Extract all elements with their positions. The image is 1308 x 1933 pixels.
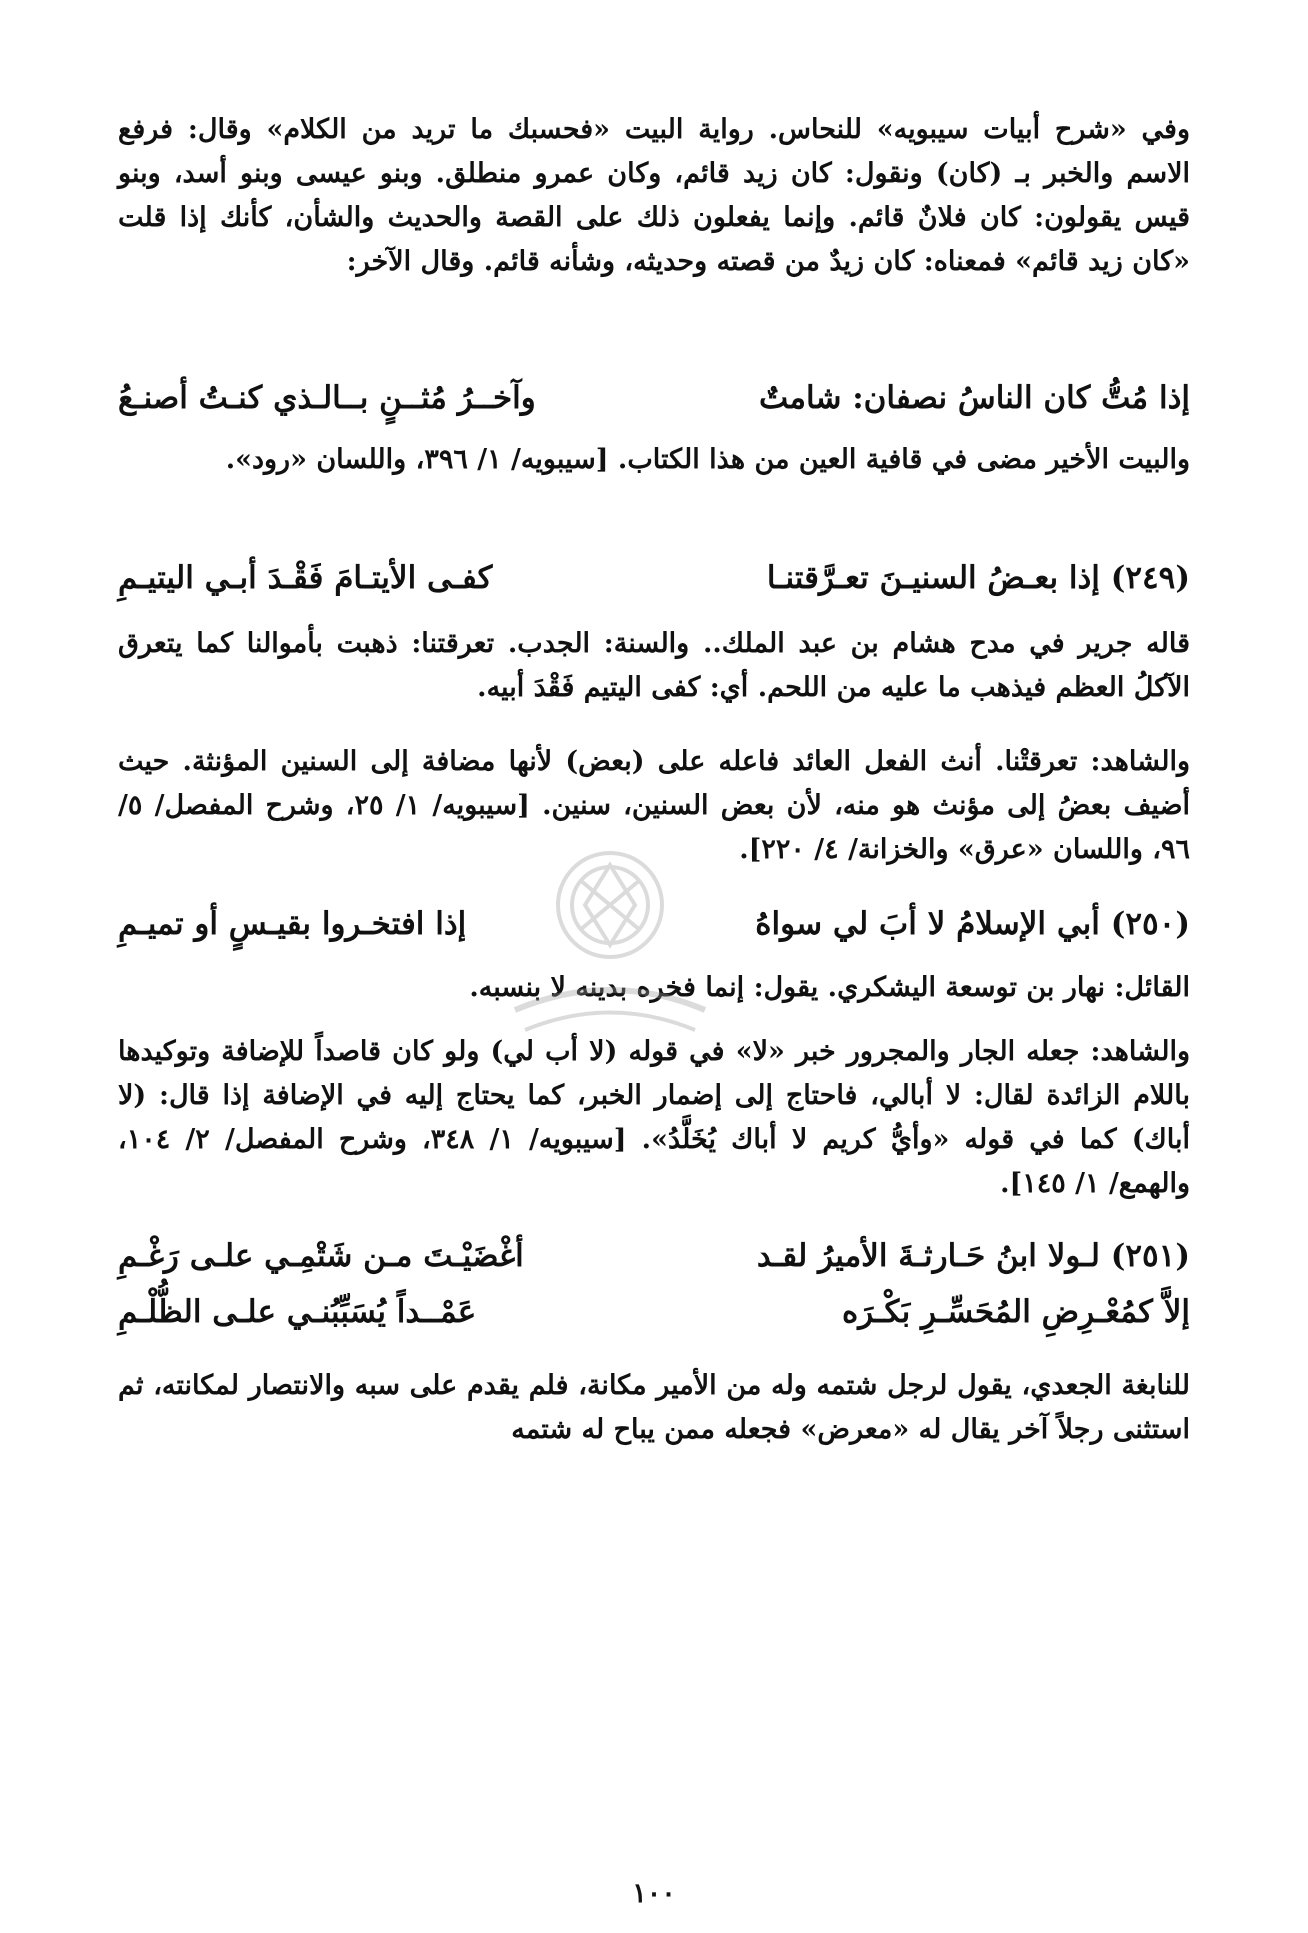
verse-251-first xyxy=(118,1234,1190,1278)
verse-first-text: إذا بعـضُ السنيـنَ تعـرَّقتنـا xyxy=(766,560,1100,596)
verse-second-hemistich: عَمْــداً يُسَبِّبُنـي علـى الظُّلْـمِ xyxy=(118,1294,477,1330)
verse-second-hemistich: كفـى الأيتـامَ فَقْـدَ أبـي اليتيـمِ xyxy=(118,560,493,596)
verse-second-hemistich: أغْضَيْـتَ مـن شَتْمِـي علـى رَغْـمِ xyxy=(118,1238,524,1274)
verse-first-hemistich: إذا مُتُّ كان الناسُ نصفان: شامتٌ xyxy=(758,380,1190,416)
verse-251-second xyxy=(118,1290,1190,1334)
verse-first-text: لـولا ابنُ حَـارثـةَ الأميرُ لقـد xyxy=(756,1238,1100,1274)
verse-first-hemistich xyxy=(757,1234,1190,1278)
verse-first-text: أبي الإسلامُ لا أبَ لي سواهُ xyxy=(755,906,1100,942)
paragraph-commentary-251: للنابغة الجعدي، يقول لرجل شتمه وله من الأمير مكانة، فلم يقدم على سبه والانتصار لمكانته، ثم استثنى رجلاً آخر يقال له «معرض» فجعله ممن يباح له شتمه xyxy=(118,1370,1191,1445)
verse-first-hemistich: إلاَّ كمُعْـرِضِ المُحَسِّـرِ بَكْـرَه xyxy=(842,1294,1190,1330)
verse-first-hemistich xyxy=(767,556,1190,600)
verse-first-hemistich xyxy=(755,902,1190,946)
verse-second-hemistich: وآخــرُ مُثــنٍ بــالـذي كنـتُ أصنـعُ xyxy=(118,380,536,416)
paragraph-commentary-250: القائل: نهار بن توسعة اليشكري. يقول: إنما فخره بدينه لا بنسبه. xyxy=(469,972,1190,1003)
verse-line xyxy=(118,376,1190,420)
verse-249 xyxy=(118,556,1190,600)
verse-number: (٢٥١) xyxy=(1110,1238,1190,1274)
paragraph-shahid-249: والشاهد: تعرقتْنا. أنث الفعل العائد فاعله على (بعض) لأنها مضافة إلى السنين المؤنثة. حيث أضيف بعضُ إلى مؤنث هو منه، لأن بعض السنين، سنين. [سيبويه/ ١/ ٢٥، وشرح المفصل/ ٥/ ٩٦، واللسان «عرق» والخزانة/ ٤/ ٢٢٠]. xyxy=(118,746,1190,865)
verse-number: (٢٥٠) xyxy=(1110,906,1190,942)
paragraph-intro: وفي «شرح أبيات سيبويه» للنحاس. رواية البيت «فحسبك ما تريد من الكلام» وقال: فرفع الاسم والخبر بـ (كان) ونقول: كان زيد قائم، وكان عمرو منطلق. وبنو عيسى وبنو أسد، وبنو قيس يقولون: كان فلانٌ قائم. وإنما يفعلون ذلك على القصة والحديث والشأن، كأنك إذا قلت «كان زيد قائم» فمعناه: كان زيدٌ من قصته وحديثه، وشأنه قائم. وقال الآخر: xyxy=(118,114,1190,277)
library-seal-icon xyxy=(495,835,725,1055)
paragraph-shahid-250: والشاهد: جعله الجار والمجرور خبر «لا» في قوله (لا أب لي) ولو كان قاصداً للإضافة وتوكيدها باللام الزائدة لقال: لا أبالي، فاحتاج إلى إضمار الخبر، كما يحتاج إليه في الإضافة إذا قال: (لا أباك) كما في قوله «وأيُّ كريم لا أباك يُخَلَّدُ». [سيبويه/ ١/ ٣٤٨، وشرح المفصل/ ٢/ ١٠٤، والهمع/ ١/ ١٤٥]. xyxy=(118,1036,1191,1199)
page-number: ١٠٠ xyxy=(632,1878,676,1909)
paragraph-reference: والبيت الأخير مضى في قافية العين من هذا الكتاب. [سيبويه/ ١/ ٣٩٦، واللسان «رود». xyxy=(225,444,1190,475)
paragraph-commentary-249: قاله جرير في مدح هشام بن عبد الملك.. والسنة: الجدب. تعرقتنا: ذهبت بأموالنا كما يتعرق الآكلُ العظم فيذهب ما عليه من اللحم. أي: كفى اليتيم فَقْدَ أبيه. xyxy=(118,628,1190,703)
verse-second-hemistich: إذا افتخـروا بقيـسٍ أو تميـمِ xyxy=(118,906,467,942)
verse-number: (٢٤٩) xyxy=(1110,560,1190,596)
